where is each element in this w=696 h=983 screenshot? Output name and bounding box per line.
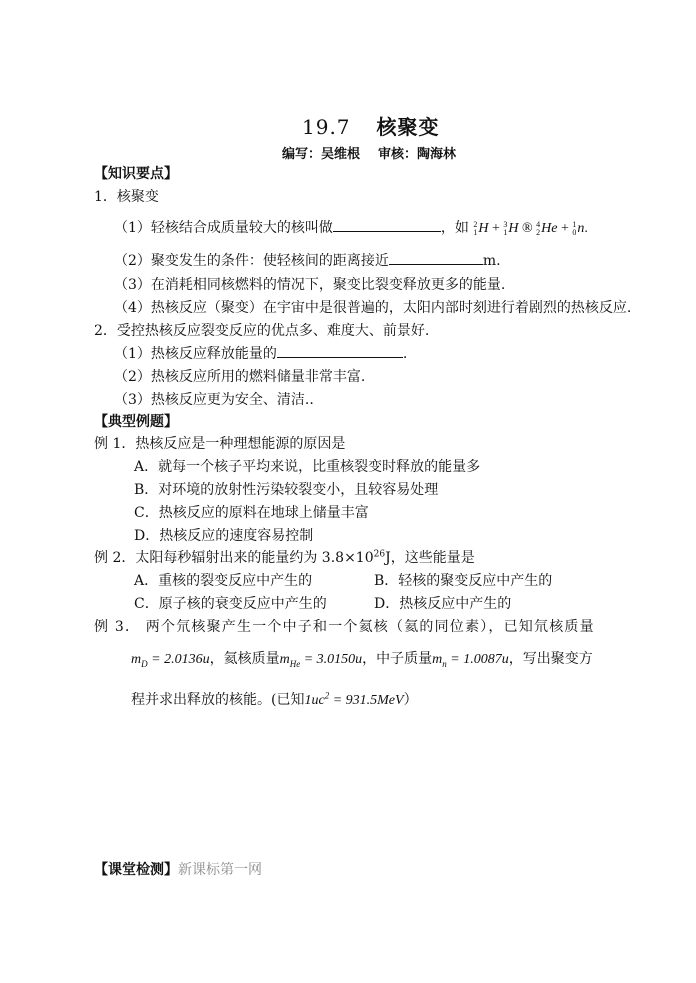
check-heading [94,859,262,879]
author: 编写：吴维根 [282,147,361,162]
item-1-sub-3: （3）在消耗相同核燃料的情况下，聚变比裂变释放更多的能量. [114,277,506,293]
nuclide-scripts: 4 2 [536,219,541,237]
ex2-stem-b: J，这些能量是 [385,550,475,566]
sub-2-text-a: （2）聚变发生的条件：使轻核间的距离接近 [114,253,389,269]
examples-heading: 【典型例题】 [94,414,178,430]
line-3-text-a: 程并求出释放的核能。(已知 [131,692,305,708]
nuclide-scripts: 3 1 [503,219,508,237]
ex2-exponent: 26 [373,549,386,560]
byline [282,143,456,162]
mass-helium: $m_{He} = 3.0150u$ [279,652,363,669]
arrow-symbol: ® [522,221,533,236]
example-3-line-1: 例 3． 两个氘核聚产生一个中子和一个氦核（氦的同位素），已知氘核质量 [94,619,595,635]
example-2-stem [94,547,475,567]
fusion-equation: 2 1 H + 3 1 H ® 4 2 He + 1 0 n. [473,219,588,237]
answer-blank [277,343,403,358]
line-3-text-b: ） [403,692,418,708]
section-number: 19.7 [302,115,351,139]
example-1-option-d: D．热核反应的速度容易控制 [134,528,314,544]
answer-blank [389,250,483,265]
example-1-stem: 例 1．热核反应是一种理想能源的原因是 [94,436,346,452]
title-text: 核聚变 [376,115,440,139]
helium-text: ，氦核质量 [209,651,280,667]
line-2-tail: ，写出聚变方 [508,651,593,667]
example-2-option-c: C．原子核的衰变反应中产生的 [134,596,327,612]
mass-deuteron: $m_D = 2.0136u$ [131,652,210,669]
example-1-option-b: B．对环境的放射性污染较裂变小，且较容易处理 [134,482,439,498]
example-2-option-d: D．热核反应中产生的 [374,596,512,612]
sub-2-text-b: m. [482,253,501,269]
item-1-sub-1 [114,217,588,237]
check-heading-text: 【课堂检测】 [94,862,178,878]
example-3-line-3 [131,689,418,709]
page-title [302,111,440,140]
sub-1-text-b: ，如 [440,220,469,236]
ex2-stem-a: 例 2．太阳每秒辐射出来的能量约为 3.8×10 [94,550,374,566]
answer-blank [333,217,441,232]
neutron-text: ，中子质量 [362,651,433,667]
sub-2-1-text-a: （1）热核反应释放能量的 [114,346,277,362]
item-2-sub-3: （3）热核反应更为安全、清洁.. [114,392,314,408]
knowledge-heading: 【知识要点】 [94,166,178,182]
item-1-sub-2 [114,250,501,270]
example-3-line-2 [131,648,593,669]
example-1-option-a: A．就每一个核子平均来说，比重核裂变时释放的能量多 [134,459,481,475]
item-2-sub-2: （2）热核反应所用的燃料储量非常丰富. [114,369,366,385]
nuclide-scripts: 2 1 [473,219,478,237]
sub-1-text-a: （1）轻核结合成质量较大的核叫做 [114,220,333,236]
sub-2-1-text-b: . [402,346,408,362]
item-2: 2．受控热核反应裂变反应的优点多、难度大、前景好. [94,323,430,339]
mass-neutron: $m_n = 1.0087u$ [432,652,509,669]
nuclide-scripts: 1 0 [572,219,577,237]
item-1: 1．核聚变 [94,189,159,205]
energy-relation: $1uc^2 = 931.5MeV$ [304,690,404,708]
item-1-sub-4: （4）热核反应（聚变）在宇宙中是很普遍的，太阳内部时刻进行着剧烈的热核反应. [114,300,632,316]
example-1-option-c: C．热核反应的原料在地球上储量丰富 [134,505,369,521]
example-2-option-b: B．轻核的聚变反应中产生的 [374,573,553,589]
watermark-text: 新课标第一网 [178,862,262,878]
item-2-sub-1 [114,343,407,363]
reviewer: 审核：陶海林 [378,147,457,162]
example-2-option-a: A．重核的裂变反应中产生的 [134,573,313,589]
